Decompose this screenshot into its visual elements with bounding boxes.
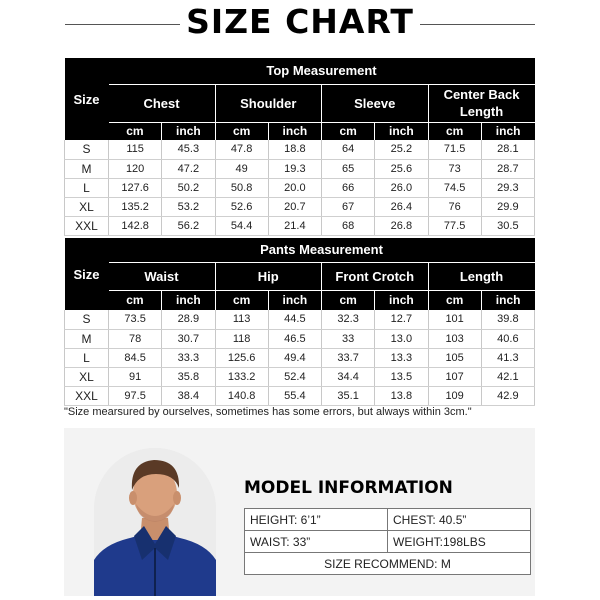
model-illustration xyxy=(94,448,216,596)
model-chest: CHEST: 40.5” xyxy=(388,509,531,531)
value-cell: 33 xyxy=(322,329,375,348)
value-cell: 77.5 xyxy=(428,216,481,235)
section-title: Pants Measurement xyxy=(109,238,535,262)
size-cell: XXL xyxy=(65,386,109,405)
model-weight: WEIGHT:198LBS xyxy=(388,531,531,553)
unit-header: inch xyxy=(268,122,321,140)
value-cell: 38.4 xyxy=(162,386,215,405)
value-cell: 103 xyxy=(428,329,481,348)
value-cell: 26.4 xyxy=(375,197,428,216)
value-cell: 32.3 xyxy=(322,310,375,329)
size-cell: L xyxy=(65,348,109,367)
value-cell: 40.6 xyxy=(481,329,534,348)
unit-header: cm xyxy=(215,290,268,310)
value-cell: 66 xyxy=(322,178,375,197)
measurement-note: "Size mearsured by ourselves, sometimes has some errors, but always within 3cm." xyxy=(64,406,472,418)
table-row xyxy=(65,386,535,405)
table-row xyxy=(65,367,535,386)
value-cell: 76 xyxy=(428,197,481,216)
value-cell: 35.8 xyxy=(162,367,215,386)
value-cell: 74.5 xyxy=(428,178,481,197)
value-cell: 47.8 xyxy=(215,140,268,159)
value-cell: 65 xyxy=(322,159,375,178)
value-cell: 97.5 xyxy=(109,386,162,405)
value-cell: 49.4 xyxy=(268,348,321,367)
value-cell: 20.7 xyxy=(268,197,321,216)
value-cell: 33.3 xyxy=(162,348,215,367)
page-title: SIZE CHART xyxy=(0,2,600,41)
value-cell: 107 xyxy=(428,367,481,386)
unit-header: inch xyxy=(268,290,321,310)
value-cell: 71.5 xyxy=(428,140,481,159)
value-cell: 67 xyxy=(322,197,375,216)
unit-header: inch xyxy=(481,290,534,310)
unit-header: cm xyxy=(109,290,162,310)
top-measurement-table xyxy=(64,58,535,236)
table-row xyxy=(65,310,535,329)
value-cell: 20.0 xyxy=(268,178,321,197)
value-cell: 68 xyxy=(322,216,375,235)
model-info-panel xyxy=(64,428,535,596)
group-header: Center Back Length xyxy=(428,84,535,122)
size-cell: S xyxy=(65,140,109,159)
value-cell: 127.6 xyxy=(109,178,162,197)
value-cell: 19.3 xyxy=(268,159,321,178)
size-cell: L xyxy=(65,178,109,197)
group-header: Hip xyxy=(215,262,322,290)
value-cell: 26.8 xyxy=(375,216,428,235)
value-cell: 26.0 xyxy=(375,178,428,197)
title-bar xyxy=(0,0,600,48)
value-cell: 52.6 xyxy=(215,197,268,216)
pants-measurement-table xyxy=(64,238,535,406)
value-cell: 113 xyxy=(215,310,268,329)
value-cell: 29.3 xyxy=(481,178,534,197)
group-header: Shoulder xyxy=(215,84,322,122)
group-header: Waist xyxy=(109,262,216,290)
value-cell: 25.2 xyxy=(375,140,428,159)
unit-header: inch xyxy=(375,290,428,310)
value-cell: 47.2 xyxy=(162,159,215,178)
value-cell: 39.8 xyxy=(481,310,534,329)
model-photo xyxy=(94,448,216,596)
value-cell: 42.9 xyxy=(481,386,534,405)
value-cell: 118 xyxy=(215,329,268,348)
value-cell: 52.4 xyxy=(268,367,321,386)
value-cell: 105 xyxy=(428,348,481,367)
table-row xyxy=(65,140,535,159)
model-info-title: MODEL INFORMATION xyxy=(244,478,453,498)
value-cell: 45.3 xyxy=(162,140,215,159)
value-cell: 140.8 xyxy=(215,386,268,405)
value-cell: 28.1 xyxy=(481,140,534,159)
unit-header: inch xyxy=(375,122,428,140)
value-cell: 35.1 xyxy=(322,386,375,405)
group-header: Length xyxy=(428,262,535,290)
value-cell: 135.2 xyxy=(109,197,162,216)
value-cell: 49 xyxy=(215,159,268,178)
value-cell: 42.1 xyxy=(481,367,534,386)
size-cell: XXL xyxy=(65,216,109,235)
value-cell: 120 xyxy=(109,159,162,178)
group-header: Sleeve xyxy=(322,84,429,122)
value-cell: 25.6 xyxy=(375,159,428,178)
value-cell: 142.8 xyxy=(109,216,162,235)
value-cell: 30.5 xyxy=(481,216,534,235)
model-height: HEIGHT: 6’1” xyxy=(245,509,388,531)
value-cell: 109 xyxy=(428,386,481,405)
unit-header: cm xyxy=(428,290,481,310)
size-header: Size xyxy=(65,238,109,310)
table-row xyxy=(65,348,535,367)
unit-header: inch xyxy=(162,290,215,310)
value-cell: 34.4 xyxy=(322,367,375,386)
unit-header: inch xyxy=(162,122,215,140)
value-cell: 18.8 xyxy=(268,140,321,159)
value-cell: 44.5 xyxy=(268,310,321,329)
value-cell: 13.3 xyxy=(375,348,428,367)
unit-header: cm xyxy=(109,122,162,140)
value-cell: 91 xyxy=(109,367,162,386)
value-cell: 54.4 xyxy=(215,216,268,235)
value-cell: 84.5 xyxy=(109,348,162,367)
value-cell: 28.9 xyxy=(162,310,215,329)
value-cell: 125.6 xyxy=(215,348,268,367)
value-cell: 115 xyxy=(109,140,162,159)
value-cell: 64 xyxy=(322,140,375,159)
value-cell: 12.7 xyxy=(375,310,428,329)
value-cell: 55.4 xyxy=(268,386,321,405)
value-cell: 29.9 xyxy=(481,197,534,216)
value-cell: 50.2 xyxy=(162,178,215,197)
table-row xyxy=(65,178,535,197)
value-cell: 13.0 xyxy=(375,329,428,348)
unit-header: cm xyxy=(215,122,268,140)
model-size-recommend: SIZE RECOMMEND: M xyxy=(245,553,531,575)
table-row xyxy=(65,329,535,348)
unit-header: cm xyxy=(322,290,375,310)
value-cell: 33.7 xyxy=(322,348,375,367)
group-header: Chest xyxy=(109,84,216,122)
value-cell: 28.7 xyxy=(481,159,534,178)
table-row xyxy=(65,159,535,178)
value-cell: 133.2 xyxy=(215,367,268,386)
value-cell: 101 xyxy=(428,310,481,329)
unit-header: cm xyxy=(428,122,481,140)
value-cell: 13.8 xyxy=(375,386,428,405)
value-cell: 56.2 xyxy=(162,216,215,235)
group-header: Front Crotch xyxy=(322,262,429,290)
value-cell: 78 xyxy=(109,329,162,348)
value-cell: 73 xyxy=(428,159,481,178)
value-cell: 30.7 xyxy=(162,329,215,348)
size-cell: XL xyxy=(65,197,109,216)
size-cell: M xyxy=(65,329,109,348)
value-cell: 46.5 xyxy=(268,329,321,348)
size-cell: XL xyxy=(65,367,109,386)
model-waist: WAIST: 33” xyxy=(245,531,388,553)
size-cell: M xyxy=(65,159,109,178)
size-header: Size xyxy=(65,58,109,140)
value-cell: 21.4 xyxy=(268,216,321,235)
value-cell: 41.3 xyxy=(481,348,534,367)
table-row xyxy=(65,197,535,216)
value-cell: 50.8 xyxy=(215,178,268,197)
size-cell: S xyxy=(65,310,109,329)
section-title: Top Measurement xyxy=(109,58,535,84)
model-info-table xyxy=(244,508,531,575)
value-cell: 13.5 xyxy=(375,367,428,386)
unit-header: inch xyxy=(481,122,534,140)
value-cell: 53.2 xyxy=(162,197,215,216)
value-cell: 73.5 xyxy=(109,310,162,329)
unit-header: cm xyxy=(322,122,375,140)
table-row xyxy=(65,216,535,235)
